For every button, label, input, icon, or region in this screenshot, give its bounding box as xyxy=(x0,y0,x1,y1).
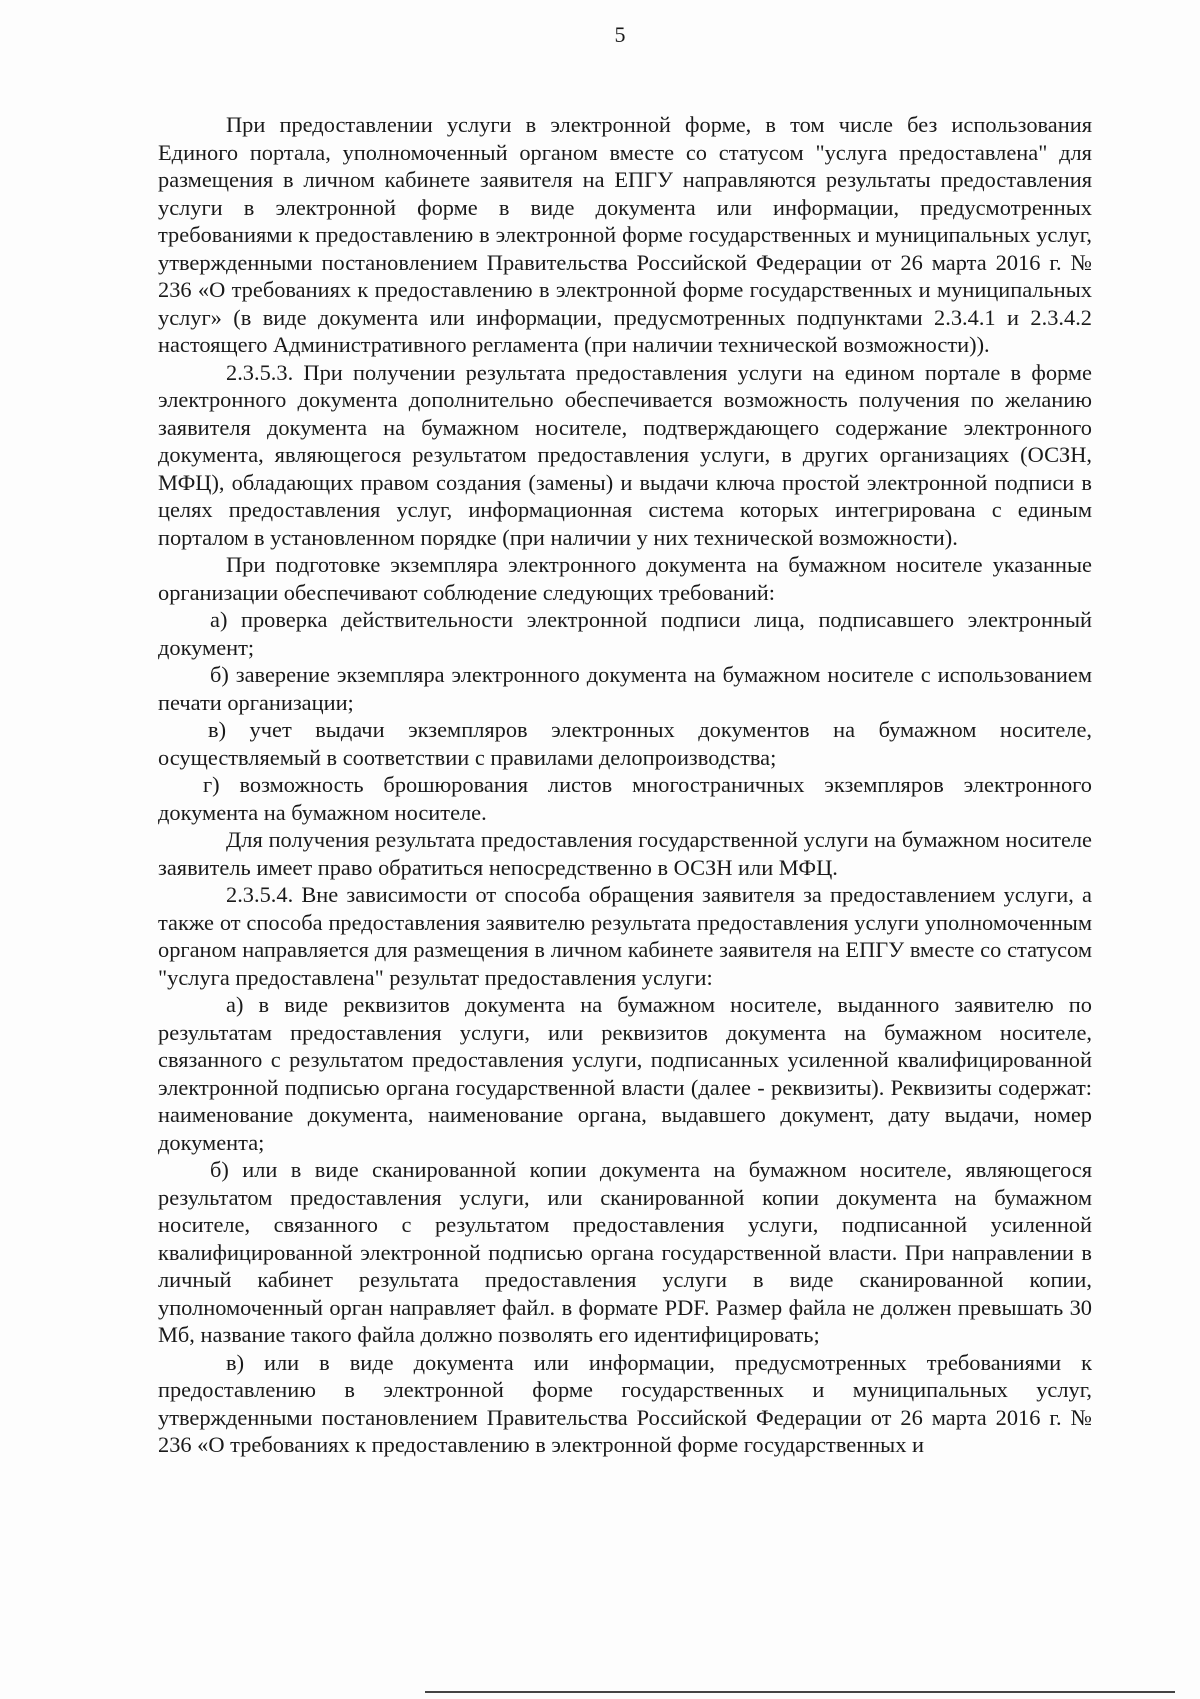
list-item-b-certification: б) заверение экземпляра электронного документа на бумажном носителе с использованием печати организации; xyxy=(158,662,1092,715)
bottom-rule xyxy=(425,1691,1175,1693)
list-item-b-scanned-copy: б) или в виде сканированной копии документа на бумажном носителе, являющегося результатом предоставления услуги, или сканированной копии документа на бумажном носителе, связанного с результатом предоставления услуги, подписанной усиленной квалифицированной электронной подписью органа государственной власти. При направлении в личный кабинет результата предоставления услуги в виде сканированной копии, уполномоченный орган направляет файл. в формате PDF. Размер файла не должен превышать 30 Мб, название такого файла должно позволять его идентифицировать; xyxy=(158,1157,1092,1347)
list-item-v-issue-accounting: в) учет выдачи экземпляров электронных документов на бумажном носителе, осуществляемый в соответствии с правилами делопроизводства; xyxy=(158,717,1092,770)
list-item-a-requisites: а) в виде реквизитов документа на бумажном носителе, выданного заявителю по результатам предоставления услуги, или реквизитов документа на бумажном носителе, связанного с результатом предоставления услуги, подписанных усиленной квалифицированной электронной подписью органа государственной власти (далее - реквизиты). Реквизиты содержат: наименование документа, наименование органа, выдавшего документ, дату выдачи, номер документа; xyxy=(158,992,1092,1155)
paragraph-paper-result-request: Для получения результата предоставления государственной услуги на бумажном носителе заявитель имеет право обратиться непосредственно в ОСЗН или МФЦ. xyxy=(158,827,1092,880)
list-item-a-signature-check: а) проверка действительности электронной подписи лица, подписавшего электронный документ; xyxy=(158,607,1092,660)
list-item-g-binding: г) возможность брошюрования листов многостраничных экземпляров электронного документа на бумажном носителе. xyxy=(158,772,1092,825)
list-item-v-document-info: в) или в виде документа или информации, предусмотренных требованиями к предоставлению в электронной форме государственных и муниципальных услуг, утвержденными постановлением Правительства Российской Федерации от 26 марта 2016 г. № 236 «О требованиях к предоставлению в электронной форме государственных и xyxy=(158,1349,1092,1457)
document-body xyxy=(158,111,1092,1459)
paragraph-2-3-5-4: 2.3.5.4. Вне зависимости от способа обращения заявителя за предоставлением услуги, а также от способа предоставления заявителю результата предоставления услуги уполномоченным органом направляется для размещения в личном кабинете заявителя на ЕПГУ вместе со статусом "услуга предоставлена" результат предоставления услуги: xyxy=(158,882,1092,990)
page-number: 5 xyxy=(614,22,626,47)
paragraph-2-3-5-3: 2.3.5.3. При получении результата предоставления услуги на едином портале в форме электронного документа дополнительно обеспечивается возможность получения по желанию заявителя документа на бумажном носителе, подтверждающего содержание электронного документа, являющегося результатом предоставления услуги, в других организациях (ОСЗН, МФЦ), обладающих правом создания (замены) и выдачи ключа простой электронной подписи в целях предоставления услуг, информационная система которых интегрирована с единым порталом в установленном порядке (при наличии у них технической возможности). xyxy=(158,359,1092,550)
paragraph-paper-copy-requirements: При подготовке экземпляра электронного документа на бумажном носителе указанные организации обеспечивают соблюдение следующих требований: xyxy=(158,552,1092,605)
paragraph-electronic-result: При предоставлении услуги в электронной форме, в том числе без использования Единого портала, уполномоченный органом вместе со статусом "услуга предоставлена" для размещения в личном кабинете заявителя на ЕПГУ направляются результаты предоставления услуги в электронной форме в виде документа или информации, предусмотренных требованиями к предоставлению в электронной форме государственных и муниципальных услуг, утвержденными постановлением Правительства Российской Федерации от 26 марта 2016 г. № 236 «О требованиях к предоставлению в электронной форме государственных и муниципальных услуг» (в виде документа или информации, предусмотренных подпунктами 2.3.4.1 и 2.3.4.2 настоящего Административного регламента (при наличии технической возможности)). xyxy=(158,112,1092,357)
